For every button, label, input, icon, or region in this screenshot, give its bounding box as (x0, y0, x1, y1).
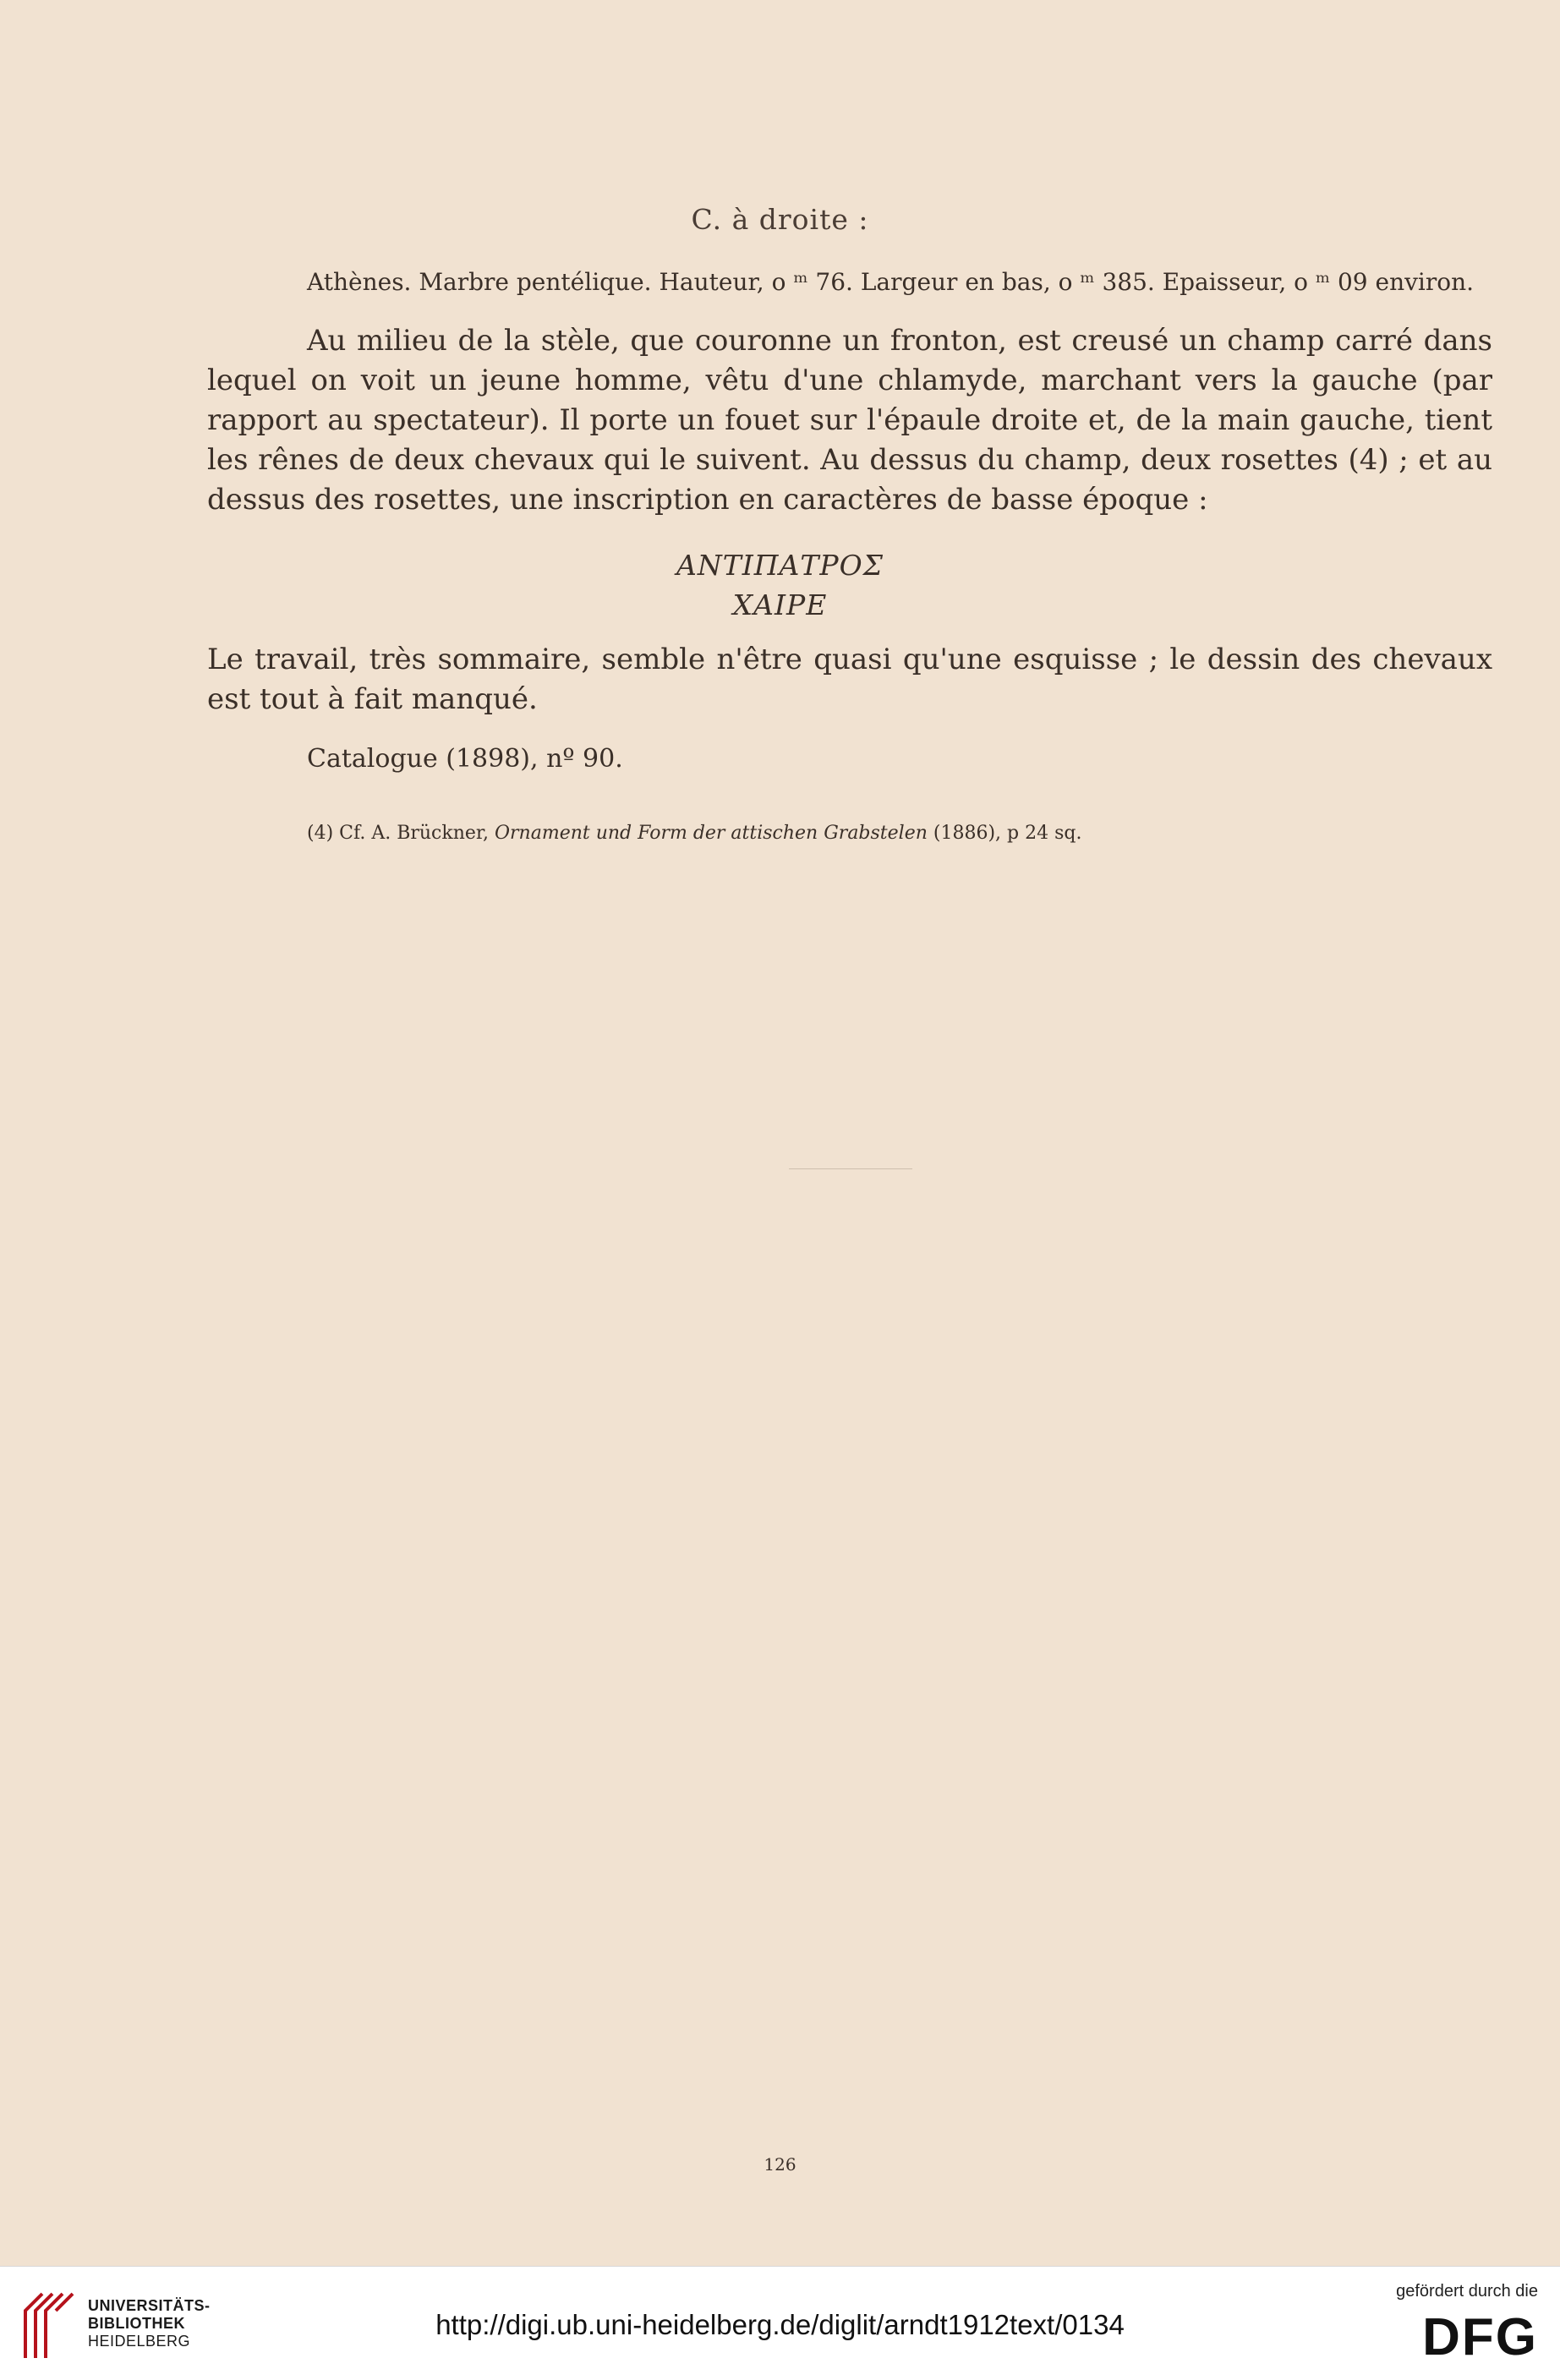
footnote-prefix: (4) Cf. A. Brückner, (307, 823, 489, 844)
catalogue-reference: Catalogue (1898), nº 90. (307, 744, 623, 774)
library-name-line-1: UNIVERSITÄTS- (88, 2297, 211, 2314)
inscription-line-2: ΧΑΙΡΕ (732, 588, 828, 621)
footnote-title: Ornament und Form der attischen Grabstelen (495, 823, 928, 844)
section-heading: C. à droite : (691, 203, 869, 236)
library-name-line-3: HEIDELBERG (88, 2333, 191, 2350)
object-specifications: Athènes. Marbre pentélique. Hauteur, o ᵐ 76. Largeur en bas, o ᵐ 385. Epaisseur, o ᵐ 09 environ. (307, 268, 1475, 296)
description-paragraph: Au milieu de la stèle, que couronne un fronton, est creusé un champ carré dans lequel on voit un jeune homme, vêtu d'une chlamyde, marchant vers la gauche (par rapport au spectateur). Il porte un fouet sur l'épaule droite et, de la main gauche, tient les rênes de deux chevaux qui le suivent. Au dessus du champ, deux rosettes (4) ; et au dessus des rosettes, une inscription en caractères de basse époque : (207, 324, 1492, 517)
permalink-url[interactable]: http://digi.ub.uni-heidelberg.de/diglit/arndt1912text/0134 (435, 2309, 1125, 2340)
footnote-suffix: (1886), p 24 sq. (933, 823, 1082, 844)
footnote (307, 823, 1081, 844)
inscription-line-1: ΑΝΤΙΠΑΤΡΟΣ (676, 549, 884, 582)
funding-note: gefördert durch die (1396, 2282, 1538, 2301)
viewer-footer (0, 2266, 1560, 2380)
page-number: 126 (764, 2154, 796, 2175)
assessment-paragraph: Le travail, très sommaire, semble n'être quasi qu'une esquisse ; le dessin des chevaux est tout à fait manqué. (207, 643, 1492, 716)
dfg-logo: DFG (1422, 2308, 1538, 2366)
library-name-line-2: BIBLIOTHEK (88, 2315, 185, 2332)
divider-rule (789, 1168, 912, 1169)
